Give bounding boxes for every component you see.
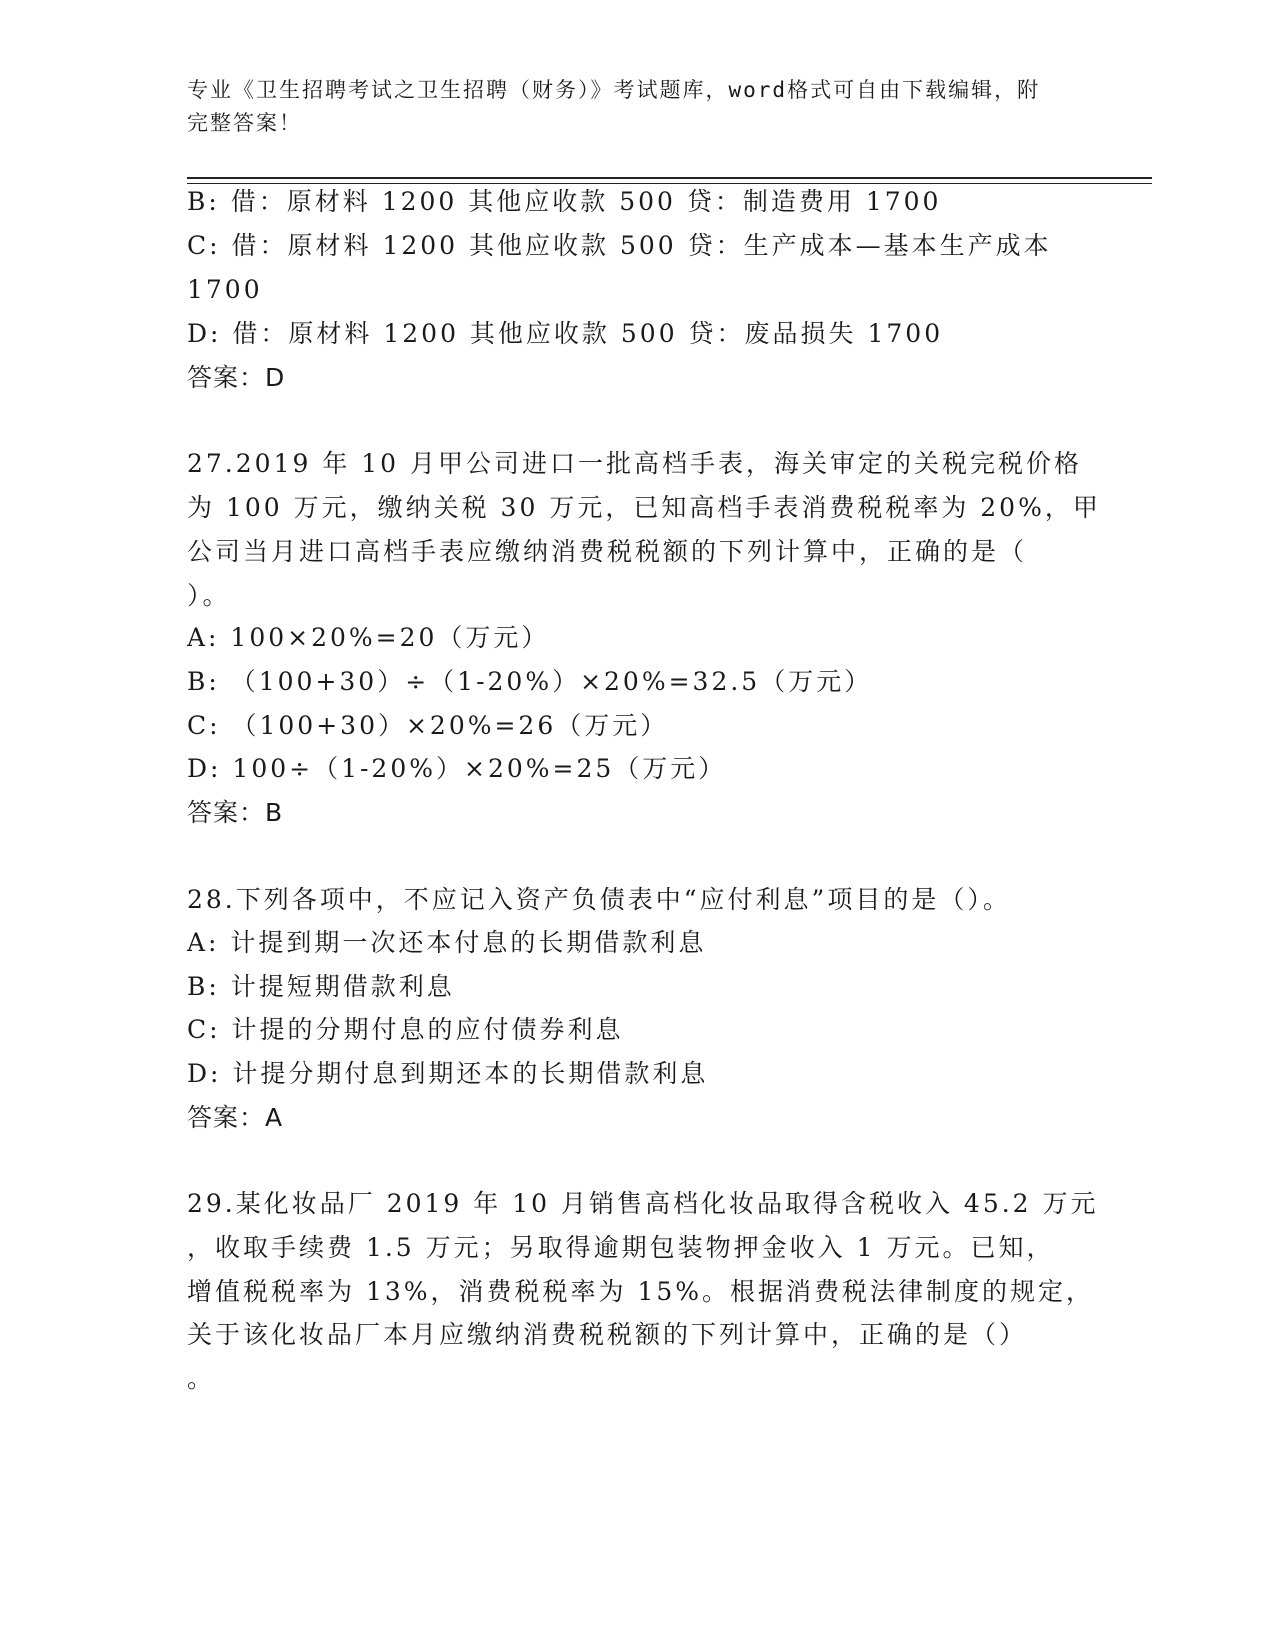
header-divider-thin [187,183,1152,184]
q26-option-c: C: 借：原材料 1200 其他应收款 500 贷：生产成本—基本生产成本 [187,231,1052,260]
q28-option-a: A: 计提到期一次还本付息的长期借款利息 [187,928,707,957]
q29-stem-line-1: 29.某化妆品厂 2019 年 10 月销售高档化妆品取得含税收入 45.2 万元 [187,1189,1099,1218]
q28-option-d: D: 计提分期付息到期还本的长期借款利息 [187,1059,709,1088]
q27-stem-line-4: ）。 [187,581,231,610]
q28-stem-line-1: 28.下列各项中，不应记入资产负债表中“应付利息”项目的是（）。 [187,885,1011,914]
q29-stem-line-2: ，收取手续费 1.5 万元；另取得逾期包装物押金收入 1 万元。已知， [187,1233,1055,1262]
q27-stem-line-1: 27.2019 年 10 月甲公司进口一批高档手表，海关审定的关税完税价格 [187,449,1083,478]
q28-option-c: C: 计提的分期付息的应付债券利息 [187,1015,624,1044]
q27-option-d: D: 100÷（1-20%）×20%=25（万元） [187,754,727,783]
q26-answer: 答案：D [187,363,286,392]
q27-option-b: B: （100+30）÷（1-20%）×20%=32.5（万元） [187,667,873,696]
page-header-text: 专业《卫生招聘考试之卫生招聘（财务）》考试题库，word格式可自由下载编辑，附完整答案！ [187,78,1041,135]
q27-answer: 答案：B [187,798,284,827]
q26-option-b: B: 借：原材料 1200 其他应收款 500 贷：制造费用 1700 [187,187,942,216]
q27-option-a: A: 100×20%=20（万元） [187,623,550,652]
q28-option-b: B: 计提短期借款利息 [187,972,455,1001]
q27-stem-line-3: 公司当月进口高档手表应缴纳消费税税额的下列计算中，正确的是（ [187,537,1028,566]
q27-option-c: C: （100+30）×20%=26（万元） [187,711,669,740]
q26-option-d: D: 借：原材料 1200 其他应收款 500 贷：废品损失 1700 [187,319,944,348]
q26-option-c-continued: 1700 [187,275,263,304]
q29-stem-line-3: 增值税税率为 13%，消费税税率为 15%。根据消费税法律制度的规定， [187,1277,1095,1306]
q29-stem-line-4: 关于该化妆品厂本月应缴纳消费税税额的下列计算中，正确的是（） [187,1320,1028,1349]
q27-stem-line-2: 为 100 万元，缴纳关税 30 万元，已知高档手表消费税税率为 20%，甲 [187,493,1101,522]
q29-stem-line-5: 。 [187,1364,216,1393]
q28-answer: 答案：A [187,1103,284,1132]
header-divider-thick [187,177,1152,179]
